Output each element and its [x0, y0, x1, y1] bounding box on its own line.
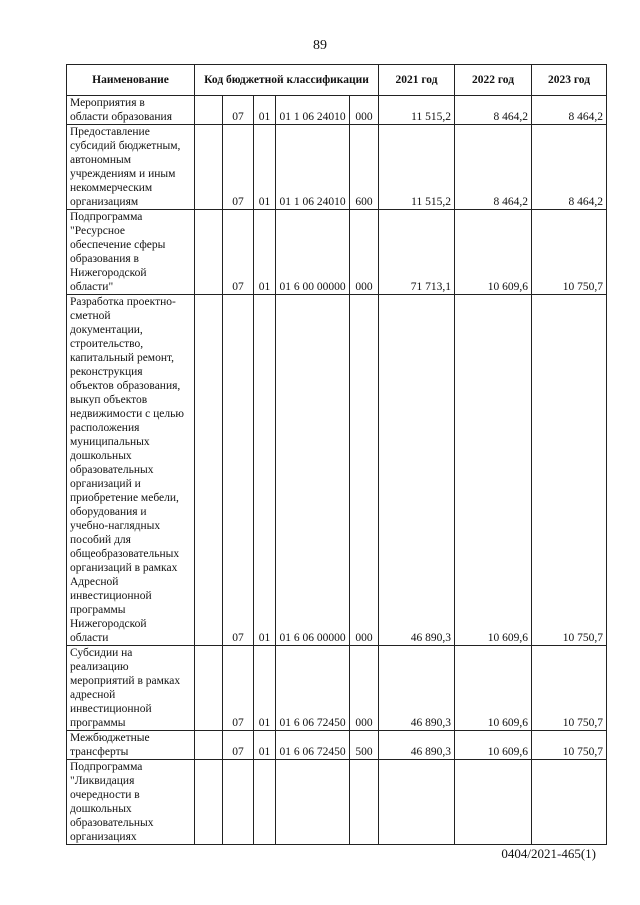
expense-type-code: 000 [350, 295, 379, 646]
section-code: 07 [223, 125, 254, 210]
table-row [67, 96, 607, 125]
amount-2023: 10 750,7 [532, 731, 607, 760]
row-name-line: организаций и [70, 478, 141, 490]
row-name [67, 646, 195, 731]
table-row [67, 760, 607, 845]
row-name-line: трансферты [70, 746, 129, 758]
target-article-code: 01 1 06 24010 [276, 125, 350, 210]
section-code: 07 [223, 96, 254, 125]
table-row [67, 295, 607, 646]
row-name-line: обеспечение сферы [70, 239, 166, 251]
spacer-cell [195, 760, 223, 845]
row-name-line: Адресной [70, 576, 119, 588]
spacer-cell [195, 646, 223, 731]
row-name-line: области [70, 632, 109, 644]
expense-type-code [350, 760, 379, 845]
amount-2023: 8 464,2 [532, 125, 607, 210]
row-name-line: образовательных [70, 817, 154, 829]
row-name-line: Нижегородской [70, 618, 147, 630]
row-name-line: мероприятий в рамках [70, 675, 181, 687]
row-name-line: "Ресурсное [70, 225, 126, 237]
amount-2021: 46 890,3 [379, 646, 455, 731]
section-code: 07 [223, 731, 254, 760]
header-code: Код бюджетной классификации [195, 65, 379, 96]
row-name-line: недвижимости с целью [70, 408, 184, 420]
row-name-line: инвестиционной [70, 590, 152, 602]
subsection-code: 01 [254, 646, 276, 731]
row-name-line: организациям [70, 196, 139, 208]
row-name-line: "Ликвидация [70, 775, 135, 787]
section-code: 07 [223, 210, 254, 295]
row-name-line: учебно-наглядных [70, 520, 161, 532]
table-row [67, 731, 607, 760]
spacer-cell [195, 210, 223, 295]
row-name-line: Подпрограмма [70, 211, 143, 223]
row-name-line: объектов образования, [70, 380, 181, 392]
expense-type-code: 000 [350, 646, 379, 731]
subsection-code [254, 760, 276, 845]
row-name-line: общеобразовательных [70, 548, 180, 560]
row-name [67, 210, 195, 295]
row-name-line: Предоставление [70, 126, 150, 138]
spacer-cell [195, 295, 223, 646]
row-name-line: некоммерческим [70, 182, 153, 194]
amount-2023 [532, 760, 607, 845]
row-name-line: Подпрограмма [70, 761, 143, 773]
row-name-line: дошкольных [70, 450, 132, 462]
amount-2023: 8 464,2 [532, 96, 607, 125]
row-name-line: муниципальных [70, 436, 150, 448]
amount-2023: 10 750,7 [532, 295, 607, 646]
spacer-cell [195, 125, 223, 210]
table-body [67, 96, 607, 845]
row-name-line: программы [70, 717, 126, 729]
row-name-line: Межбюджетные [70, 732, 150, 744]
row-name-line: выкуп объектов [70, 394, 148, 406]
row-name [67, 125, 195, 210]
row-name-line: строительство, [70, 338, 144, 350]
amount-2022 [455, 760, 532, 845]
row-name-line: оборудования и [70, 506, 147, 518]
header-2021: 2021 год [379, 65, 455, 96]
amount-2021 [379, 760, 455, 845]
expense-type-code: 000 [350, 210, 379, 295]
target-article-code: 01 6 06 72450 [276, 646, 350, 731]
amount-2021: 11 515,2 [379, 125, 455, 210]
target-article-code: 01 1 06 24010 [276, 96, 350, 125]
row-name-line: дошкольных [70, 803, 132, 815]
amount-2021: 46 890,3 [379, 731, 455, 760]
spacer-cell [195, 731, 223, 760]
amount-2021: 46 890,3 [379, 295, 455, 646]
row-name-line: образования в [70, 253, 139, 265]
row-name-line: учреждениям и иным [70, 168, 176, 180]
amount-2021: 71 713,1 [379, 210, 455, 295]
row-name-line: инвестиционной [70, 703, 152, 715]
subsection-code: 01 [254, 295, 276, 646]
row-name-line: субсидий бюджетным, [70, 140, 181, 152]
target-article-code: 01 6 06 72450 [276, 731, 350, 760]
header-2023: 2023 год [532, 65, 607, 96]
budget-table [66, 64, 607, 845]
row-name-line: сметной [70, 310, 111, 322]
row-name-line: организаций в рамках [70, 562, 178, 574]
row-name-line: реализацию [70, 661, 129, 673]
expense-type-code: 500 [350, 731, 379, 760]
amount-2021: 11 515,2 [379, 96, 455, 125]
row-name-line: пособий для [70, 534, 131, 546]
row-name-line: приобретение мебели, [70, 492, 179, 504]
row-name-line: области образования [70, 111, 172, 123]
row-name-line: организациях [70, 831, 137, 843]
row-name-line: Нижегородской [70, 267, 147, 279]
header-2022: 2022 год [455, 65, 532, 96]
row-name [67, 760, 195, 845]
row-name-line: образовательных [70, 464, 154, 476]
target-article-code [276, 760, 350, 845]
amount-2023: 10 750,7 [532, 646, 607, 731]
row-name [67, 731, 195, 760]
amount-2023: 10 750,7 [532, 210, 607, 295]
subsection-code: 01 [254, 125, 276, 210]
row-name [67, 295, 195, 646]
document-code: 0404/2021-465(1) [501, 846, 596, 861]
section-code: 07 [223, 646, 254, 731]
header-name: Наименование [67, 65, 195, 96]
subsection-code: 01 [254, 96, 276, 125]
row-name-line: Субсидии на [70, 647, 133, 659]
row-name-line: очередности в [70, 789, 140, 801]
subsection-code: 01 [254, 210, 276, 295]
spacer-cell [195, 96, 223, 125]
amount-2022: 10 609,6 [455, 210, 532, 295]
row-name-line: реконструкция [70, 366, 143, 378]
table-row [67, 125, 607, 210]
amount-2022: 8 464,2 [455, 96, 532, 125]
subsection-code: 01 [254, 731, 276, 760]
row-name-line: области" [70, 281, 114, 293]
amount-2022: 8 464,2 [455, 125, 532, 210]
expense-type-code: 600 [350, 125, 379, 210]
row-name [67, 96, 195, 125]
table-row [67, 646, 607, 731]
section-code [223, 760, 254, 845]
expense-type-code: 000 [350, 96, 379, 125]
row-name-line: Мероприятия в [70, 97, 145, 109]
row-name-line: документации, [70, 324, 143, 336]
page-number: 89 [313, 38, 327, 53]
row-name-line: капитальный ремонт, [70, 352, 175, 364]
target-article-code: 01 6 06 00000 [276, 295, 350, 646]
table-row [67, 210, 607, 295]
target-article-code: 01 6 00 00000 [276, 210, 350, 295]
amount-2022: 10 609,6 [455, 646, 532, 731]
amount-2022: 10 609,6 [455, 295, 532, 646]
header-row [67, 65, 607, 96]
amount-2022: 10 609,6 [455, 731, 532, 760]
row-name-line: автономным [70, 154, 131, 166]
row-name-line: расположения [70, 422, 140, 434]
section-code: 07 [223, 295, 254, 646]
row-name-line: Разработка проектно- [70, 296, 176, 308]
row-name-line: адресной [70, 689, 116, 701]
row-name-line: программы [70, 604, 126, 616]
